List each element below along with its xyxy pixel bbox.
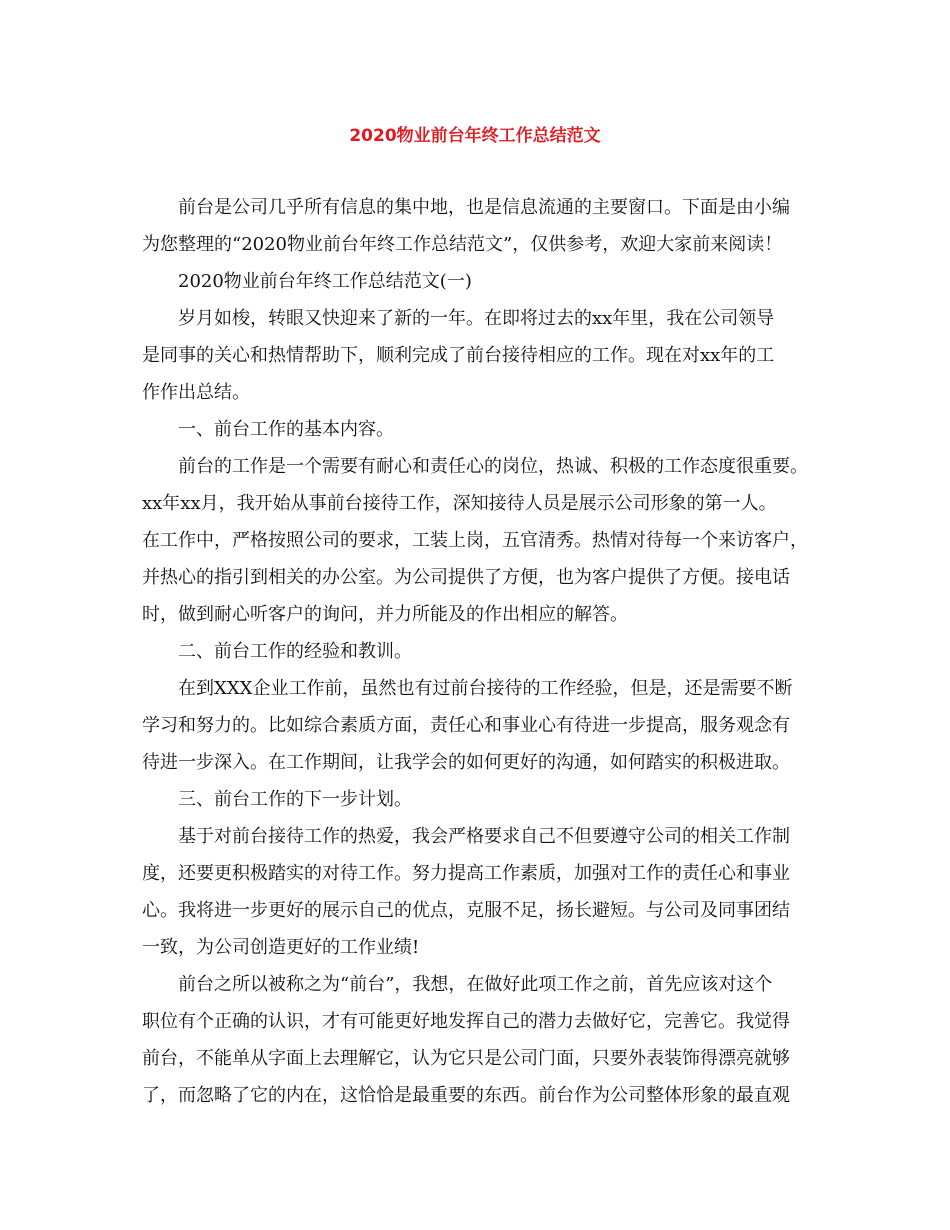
body-line: 时，做到耐心听客户的询问，并力所能及的作出相应的解答。 [142,604,628,625]
body-line: 并热心的指引到相关的办公室。为公司提供了方便，也为客户提供了方便。接电话 [142,567,790,588]
body-line: 岁月如梭，转眼又快迎来了新的一年。在即将过去的xx年里，我在公司领导 [178,308,775,329]
body-line: 是同事的关心和热情帮助下，顺利完成了前台接待相应的工作。现在对xx年的工 [142,345,775,366]
body-line: xx年xx月，我开始从事前台接待工作，深知接待人员是展示公司形象的第一人。 [142,493,777,514]
document-title: 2020物业前台年终工作总结范文 [349,126,601,146]
body-line: 一致，为公司创造更好的工作业绩! [142,937,420,958]
body-line: 前台的工作是一个需要有耐心和责任心的岗位，热诚、积极的工作态度很重要。 [178,456,808,477]
section-heading: 一、前台工作的基本内容。 [178,419,394,440]
section-heading: 2020物业前台年终工作总结范文(一) [178,271,472,292]
body-line: 在到XXX企业工作前，虽然也有过前台接待的工作经验，但是，还是需要不断 [178,678,793,699]
body-line: 待进一步深入。在工作期间，让我学会的如何更好的沟通，如何踏实的积极进取。 [142,752,790,773]
section-heading: 二、前台工作的经验和教训。 [178,641,412,662]
body-line: 心。我将进一步更好的展示自己的优点，克服不足，扬长避短。与公司及同事团结 [142,900,790,921]
body-line: 前台是公司几乎所有信息的集中地，也是信息流通的主要窗口。下面是由小编 [178,197,790,218]
body-line: 在工作中，严格按照公司的要求，工装上岗，五官清秀。热情对待每一个来访客户， [142,530,808,551]
body-line: 前台之所以被称之为“前台”，我想，在做好此项工作之前，首先应该对这个 [178,974,773,995]
body-line: 作作出总结。 [142,382,250,403]
section-heading: 三、前台工作的下一步计划。 [178,789,412,810]
body-line: 了，而忽略了它的内在，这恰恰是最重要的东西。前台作为公司整体形象的最直观 [142,1085,790,1106]
body-line: 职位有个正确的认识，才有可能更好地发挥自己的潜力去做好它，完善它。我觉得 [142,1011,790,1032]
body-line: 基于对前台接待工作的热爱，我会严格要求自己不但要遵守公司的相关工作制 [178,826,790,847]
body-line: 前台，不能单从字面上去理解它，认为它只是公司门面，只要外表装饰得漂亮就够 [142,1048,790,1069]
body-line: 度，还要更积极踏实的对待工作。努力提高工作素质，加强对工作的责任心和事业 [142,863,790,884]
body-line: 学习和努力的。比如综合素质方面，责任心和事业心有待进一步提高，服务观念有 [142,715,790,736]
body-line: 为您整理的“2020物业前台年终工作总结范文”，仅供参考，欢迎大家前来阅读！ [142,234,783,255]
